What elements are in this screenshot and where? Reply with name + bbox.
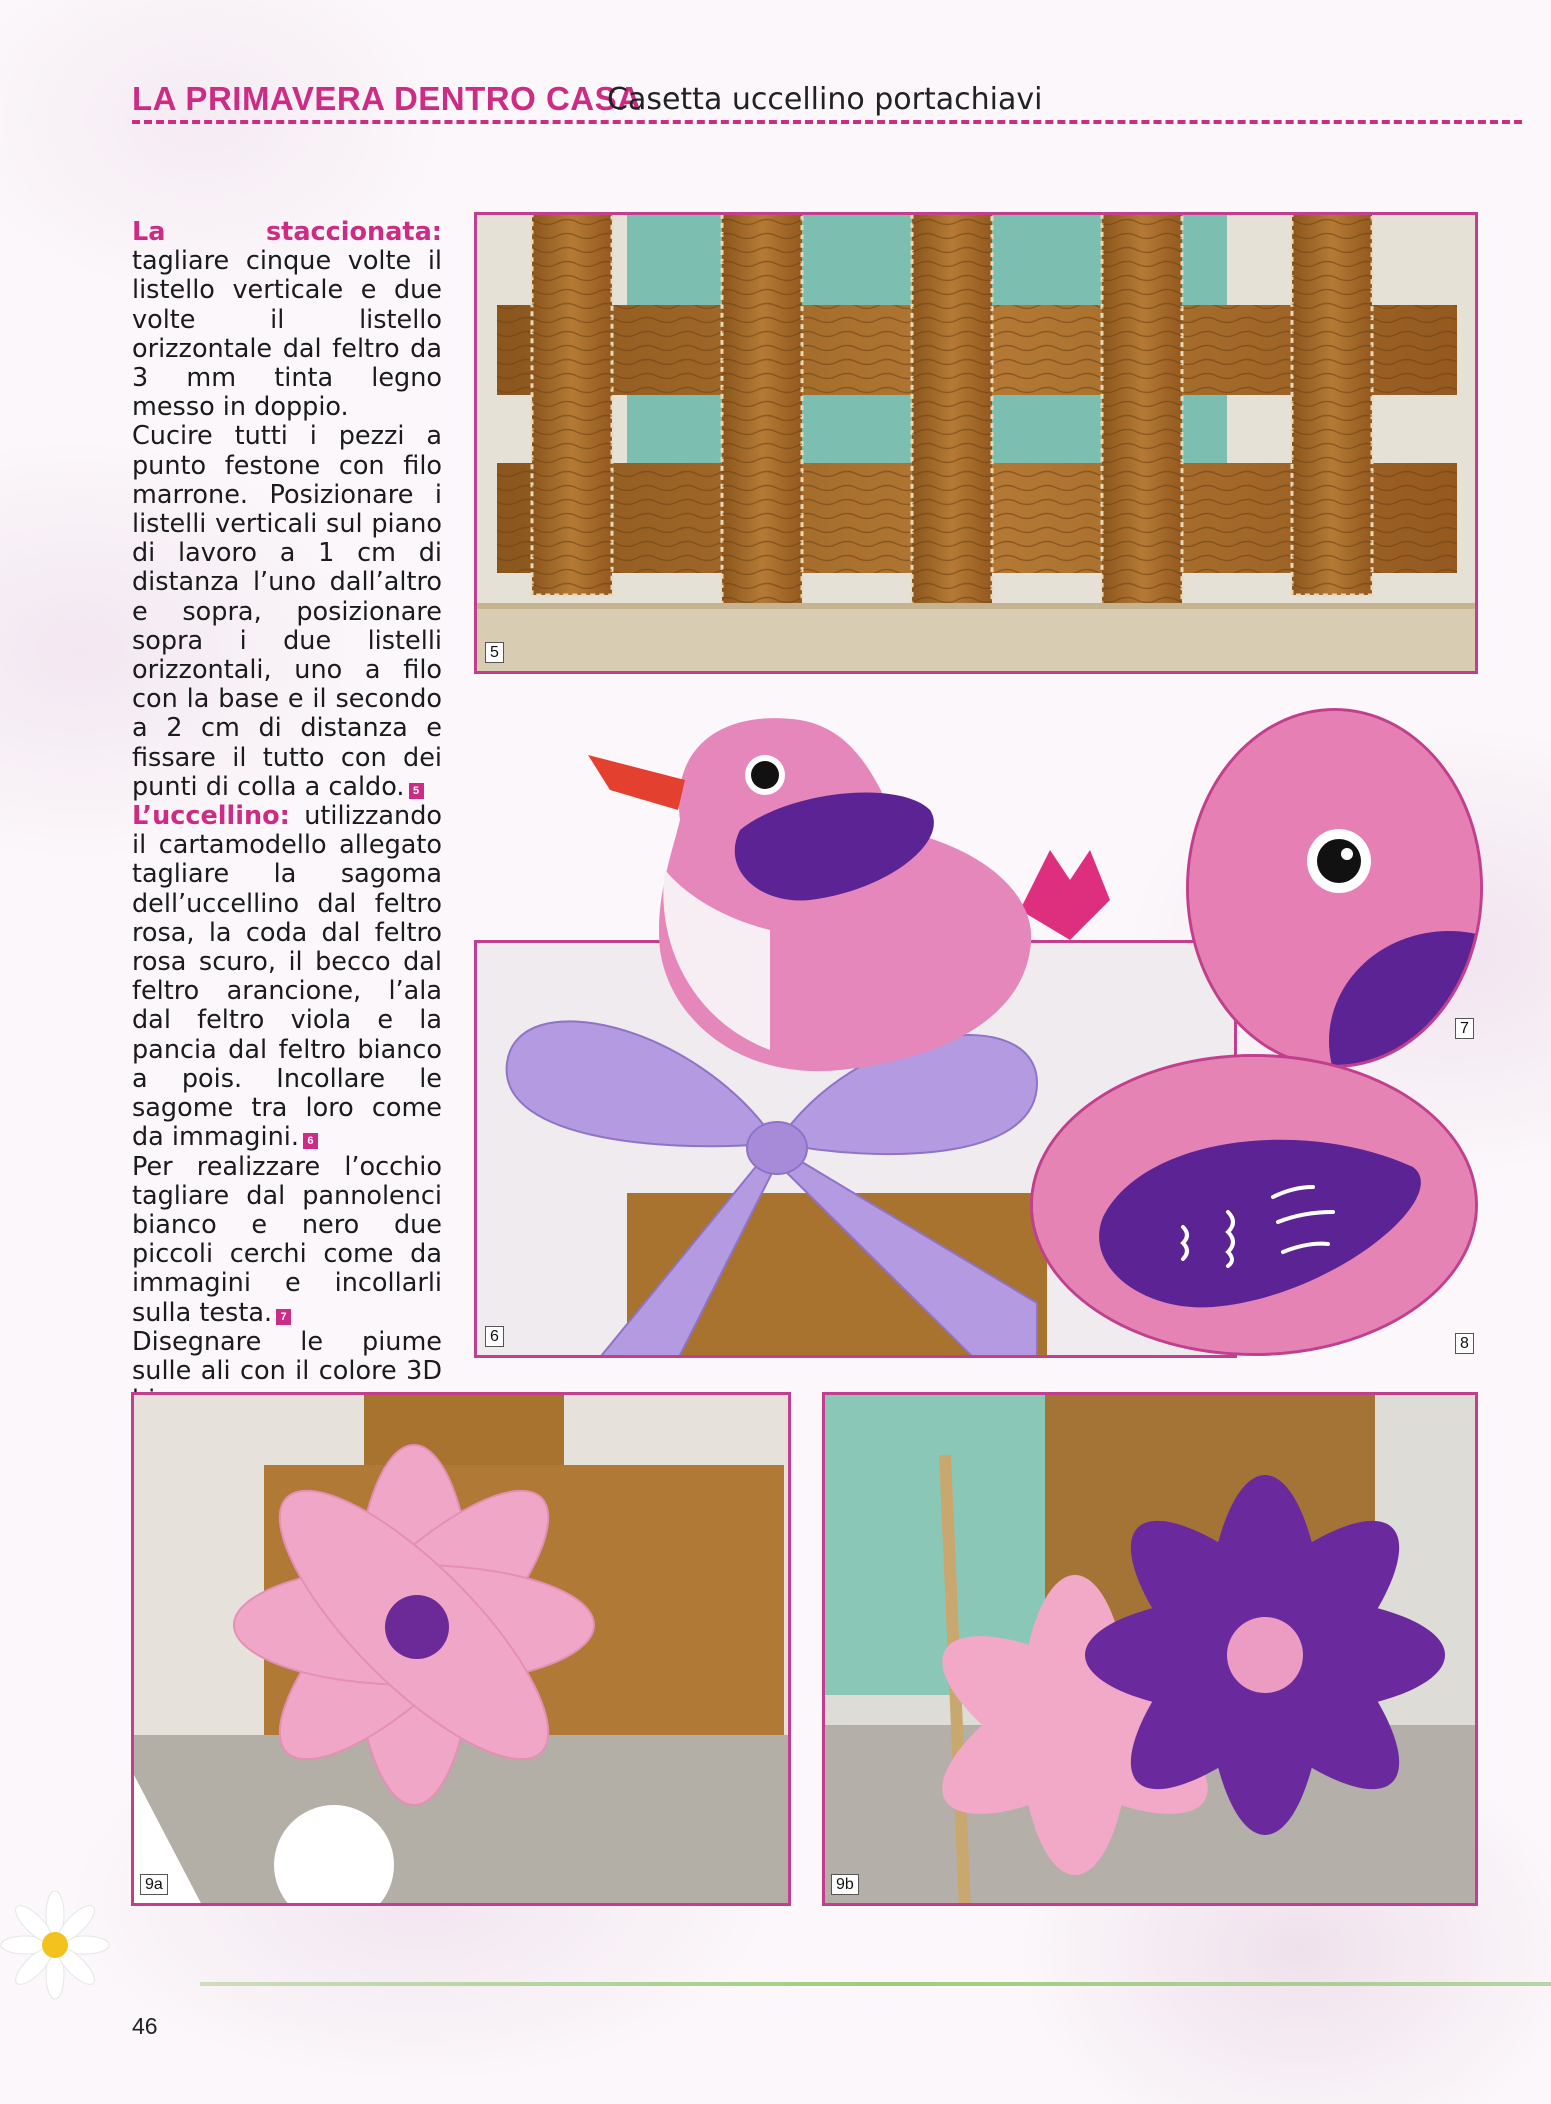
purple-flower-illustration: [825, 1395, 1478, 1906]
instructions-text: [132, 218, 442, 1415]
photo-ref-7: 7: [276, 1309, 291, 1325]
photo-label-9a: 9a: [140, 1874, 168, 1895]
photo-ref-6: 6: [303, 1133, 318, 1149]
wing-closeup-illustration: [1033, 1057, 1478, 1356]
paragraph-bird: [132, 802, 442, 1152]
photo-purple-flower: [822, 1392, 1478, 1906]
photo-wing-closeup: [1030, 1054, 1478, 1356]
photo-eye-closeup: [1186, 708, 1483, 1068]
fence-text: tagliare cinque volte il listello verticale e due volte il listello orizzontale dal feltro da 3 mm tinta legno messo in doppio.: [132, 246, 442, 423]
paragraph-eye: [132, 1153, 442, 1328]
pink-flower-illustration: [134, 1395, 791, 1906]
paragraph-fence: [132, 218, 442, 422]
header-divider: [132, 120, 1522, 124]
daisy-decoration: [0, 1890, 110, 2000]
fence-illustration: [477, 215, 1478, 674]
photo-label-7: 7: [1455, 1018, 1474, 1039]
photo-pink-flower: [131, 1392, 791, 1906]
photo-fence: [474, 212, 1478, 674]
footer-divider: [200, 1982, 1551, 1986]
section-title: LA PRIMAVERA DENTRO CASA: [132, 80, 642, 117]
page-number: 46: [132, 2013, 158, 2039]
bird-text: utilizzando il cartamodello allegato tagliare la sagoma dell’uccellino dal feltro rosa, la coda dal feltro rosa scuro, il becco dal feltro arancione, l’ala dal feltro viola e la pancia dal feltro bianco a pois. Incollare le sagome tra loro come da immagini.: [132, 801, 442, 1153]
photo-label-9b: 9b: [831, 1874, 859, 1895]
page-header: [132, 78, 1522, 126]
photo-label-6: 6: [485, 1326, 504, 1347]
photo-label-8: 8: [1455, 1333, 1474, 1354]
feathers-text: Disegnare le piume sulle ali con il colore 3D: [132, 1326, 442, 1386]
eye-text: Per realizzare l’occhio tagliare dal pannolenci bianco e nero due piccoli cerchi come da immagini e incollarli sulla testa.: [132, 1151, 442, 1328]
photo-label-5: 5: [485, 642, 504, 663]
bird-heading: L’uccellino:: [132, 801, 290, 832]
fence-heading: La staccionata:: [132, 217, 442, 247]
paragraph-sew: [132, 422, 442, 802]
sew-text: Cucire tutti i pezzi a punto festone con filo marrone. Posizionare i listelli verticali sul piano di lavoro a 1 cm di distanza l’uno dall’altro e sopra, posizionare sopra i due listelli orizzontali, uno a filo con la base e il secondo a 2 cm di distanza e fissare il tutto con dei punti di colla a caldo.: [132, 421, 442, 802]
photo-ref-5: 5: [409, 783, 424, 799]
eye-closeup-illustration: [1189, 711, 1483, 1068]
felt-bird: [570, 700, 1130, 1120]
article-title: Casetta uccellino portachiavi: [607, 82, 1043, 117]
